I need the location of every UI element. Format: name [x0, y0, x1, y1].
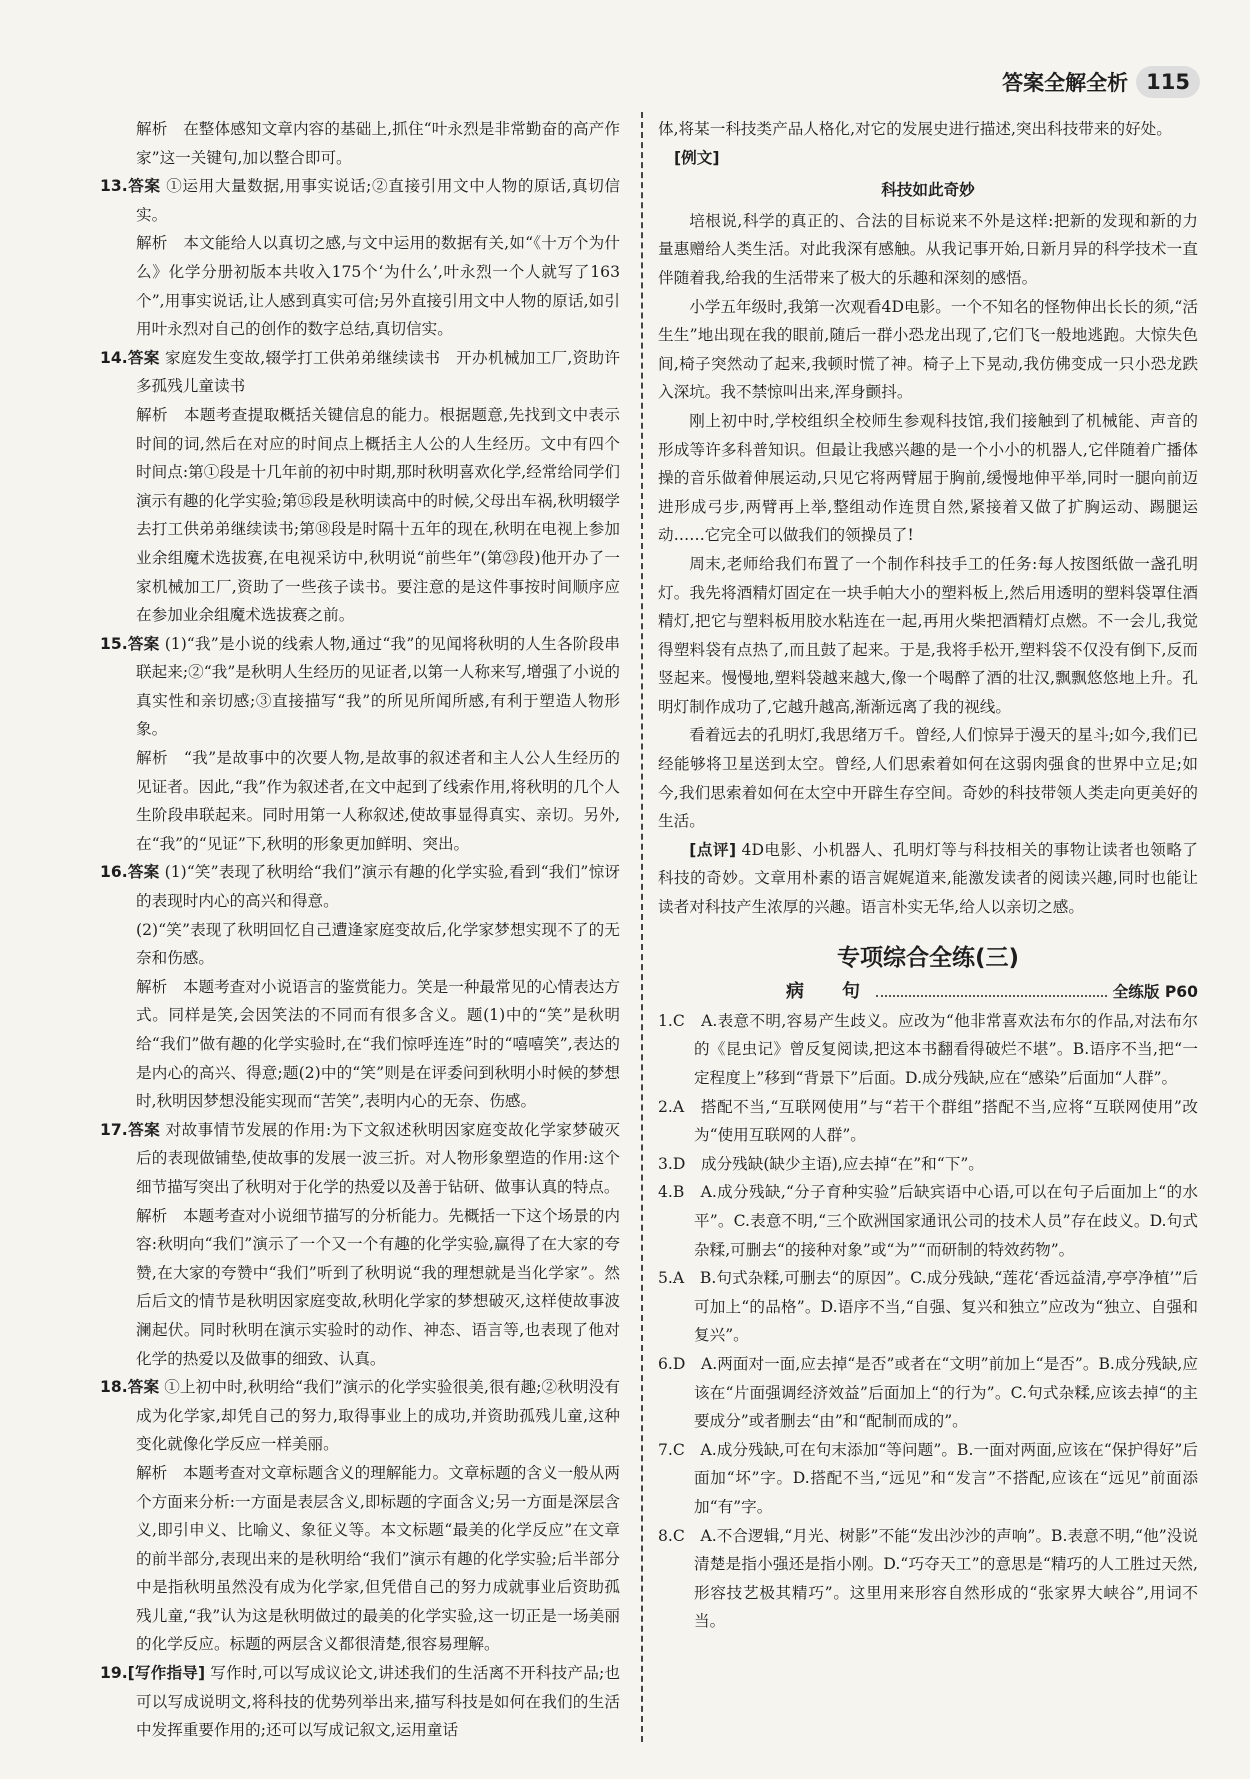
sentence-item-3: 3.D 成分残缺(缺少主语),应去掉“在”和“下”。 [658, 1154, 984, 1173]
section-page-ref: 全练版 P60 [1112, 983, 1198, 1002]
page-number: 115 [1136, 66, 1200, 98]
answer-18 [100, 1373, 620, 1459]
column-divider [641, 112, 643, 1742]
answer-16-text-2: (2)“笑”表现了秋明回忆自己遭逢家庭变故后,化学家梦想实现不了的无奈和伤感。 [136, 920, 620, 968]
answer-13 [100, 172, 620, 229]
answer-19-label: 19.[写作指导] [100, 1664, 206, 1683]
essay-paragraph-5: 看着远去的孔明灯,我思绪万千。曾经,人们惊异于漫天的星斗;如今,我们已经能够将卫星送到太空。曾经,人们思索着如何在这弱肉强食的世界中立足;如今,我们思索着如何在太空中开辟生存空间。奇妙的科技带领人类走向更美好的生活。 [658, 726, 1198, 831]
answer-17-label: 17.答案 [100, 1120, 161, 1139]
answer-13-text: ①运用大量数据,用事实说话;②直接引用文中人物的原话,真切信实。 [136, 177, 621, 224]
essay-paragraph-4: 周末,老师给我们布置了一个制作科技手工的任务:每人按图纸做一盏孔明灯。我先将酒精灯固定在一块手帕大小的塑料板上,然后用透明的塑料袋罩住酒精灯,把它与塑料板用胶水粘连在一起,再用火柴把酒精灯点燃。不一会儿,我觉得塑料袋有点热了,而且鼓了起来。于是,我将手松开,塑料袋不仅没有倒下,反而竖起来。慢慢地,塑料袋越来越大,像一个喝醉了酒的壮汉,飘飘悠悠地上升。孔明灯制作成功了,它越升越高,渐渐远离了我的视线。 [658, 554, 1198, 716]
sentence-item-1: 1.C A.表意不明,容易产生歧义。应改为“他非常喜欢法布尔的作品,对法布尔的《昆虫记》曾反复阅读,把这本书翻看得破烂不堪”。B.语序不当,把“一定程度上”移到“背景下”后面。D.成分残缺,应在“感染”后面加“人群”。 [658, 1011, 1198, 1087]
answer-13-label: 13.答案 [100, 177, 161, 196]
answer-15 [100, 630, 620, 744]
essay-title: 科技如此奇妙 [881, 181, 975, 200]
analysis-12: 解析 在整体感知文章内容的基础上,抓住“叶永烈是非常勤奋的高产作家”这一关键句,加以整合即可。 [136, 120, 620, 167]
essay-comment [658, 836, 1198, 922]
sentence-item-2: 2.A 搭配不当,“互联网使用”与“若干个群组”搭配不当,应将“互联网使用”改为“使用互联网的人群”。 [658, 1097, 1198, 1145]
analysis-17: 解析 本题考查对小说细节描写的分析能力。先概括一下这个场景的内容:秋明向“我们”演示了一个又一个有趣的化学实验,赢得了在大家的夸赞,在大家的夸赞中“我们”听到了秋明说“我的理想就是当化学家”。然后后文的情节是秋明因家庭变故,秋明化学家的梦想破灭,这样使故事波澜起伏。同时秋明在演示实验时的动作、神态、语言等,也表现了他对化学的热爱以及做事的细致、认真。 [136, 1206, 620, 1368]
answer-18-text: ①上初中时,秋明给“我们”演示的化学实验很美,很有趣;②秋明没有成为化学家,却凭自己的努力,取得事业上的成功,并资助孤残儿童,这种变化就像化学反应一样美丽。 [136, 1378, 620, 1454]
answer-16-text-1: (1)“笑”表现了秋明给“我们”演示有趣的化学实验,看到“我们”惊讶的表现时内心的高兴和得意。 [136, 863, 620, 911]
answer-14-label: 14.答案 [100, 348, 160, 367]
answer-16 [100, 858, 620, 915]
sentence-item-5: 5.A B.句式杂糅,可删去“的原因”。C.成分残缺,“莲花‘香远益清,亭亭净植’”后可加上“的品格”。D.语序不当,“自强、复兴和独立”应改为“独立、自强和复兴”。 [658, 1269, 1198, 1345]
answer-14-text: 家庭发生变故,辍学打工供弟弟继续读书 开办机械加工厂,资助许多孤残儿童读书 [136, 348, 620, 396]
sentence-item-8: 8.C A.不合逻辑,“月光、树影”不能“发出沙沙的声响”。B.表意不明,“他”没说清楚是指小强还是指小刚。D.“巧夺天工”的意思是“精巧的人工胜过天然,形容技艺极其精巧”。这里用来形容自然形成的“张家界大峡谷”,用词不当。 [658, 1526, 1198, 1631]
sentence-item-6: 6.D A.两面对一面,应去掉“是否”或者在“文明”前加上“是否”。B.成分残缺,应该在“片面强调经济效益”后面加上“的行为”。C.句式杂糅,应该去掉“的主要成分”或者删去“由”和“配制而成的”。 [658, 1354, 1198, 1431]
analysis-13: 解析 本文能给人以真切之感,与文中运用的数据有关,如“《十万个为什么》化学分册初版本共收入175个‘为什么’,叶永烈一个人就写了163个”,用事实说话,让人感到真实可信;另外直接引用文中人物的原话,如引用叶永烈对自己的创作的数字总结,真切信实。 [136, 234, 620, 339]
essay-paragraph-3: 刚上初中时,学校组织全校师生参观科技馆,我们接触到了机械能、声音的形成等许多科普知识。但最让我感兴趣的是一个小小的机器人,它伴随着广播体操的音乐做着伸展运动,只见它将两臂屈于胸前,缓慢地伸平举,同时一腿向前迈进形成弓步,两臂再上举,整组动作连贯自然,紧接着又做了扩胸运动、踢腿运动……它完全可以做我们的领操员了! [658, 411, 1198, 545]
example-tag: [例文] [674, 148, 720, 167]
analysis-16: 解析 本题考查对小说语言的鉴赏能力。笑是一种最常见的心情表达方式。同样是笑,会因笑法的不同而有很多含义。题(1)中的“笑”是秋明给“我们”做有趣的化学实验时,在“我们惊呼连连”时的“嘻嘻笑”,表达的是内心的高兴、得意;题(2)中的“笑”则是在评委问到秋明小时候的梦想时,秋明因梦想没能实现而“苦笑”,表明内心的无奈、伤感。 [136, 977, 620, 1111]
header-title: 答案全解全析 [1002, 71, 1129, 95]
section-bar [658, 978, 1198, 1007]
sentence-item-4: 4.B A.成分残缺,“分子育种实验”后缺宾语中心语,可以在句子后面加上“的水平”。C.表意不明,“三个欧洲国家通讯公司的技术人员”存在歧义。D.句式杂糅,可删去“的接种对象”或“为”“而研制的特效药物”。 [658, 1183, 1198, 1259]
section-name: 病 句 [786, 981, 870, 1003]
analysis-14: 解析 本题考查提取概括关键信息的能力。根据题意,先找到文中表示时间的词,然后在对应的时间点上概括主人公的人生经历。文中有四个时间点:第①段是十几年前的初中时期,那时秋明喜欢化学,经常给同学们演示有趣的化学实验;第⑮段是秋明读高中的时候,父母出车祸,秋明辍学去打工供弟弟继续读书;第⑱段是时隔十五年的现在,秋明在电视上参加业余组魔术选拔赛,在电视采访中,秋明说“前些年”(第㉓段)他开办了一家机械加工厂,资助了一些孩子读书。要注意的是这件事按时间顺序应在参加业余组魔术选拔赛之前。 [136, 405, 620, 625]
answer-16-label: 16.答案 [100, 863, 160, 882]
answer-19-text: 写作时,可以写成议论文,讲述我们的生活离不开科技产品;也可以写成说明文,将科技的优势列举出来,描写科技是如何在我们的生活中发挥重要作用的;还可以写成记叙文,运用童话 [136, 1664, 620, 1740]
comment-tag: [点评] [689, 840, 737, 859]
sentence-item-7: 7.C A.成分残缺,可在句末添加“等问题”。B.一面对两面,应该在“保护得好”后面加“坏”字。D.搭配不当,“远见”和“发言”不搭配,应该在“远见”前面添加“有”字。 [658, 1440, 1198, 1516]
answer-17 [100, 1116, 620, 1202]
left-column [100, 115, 620, 1745]
answer-14 [100, 344, 620, 401]
answer-17-text: 对故事情节发展的作用:为下文叙述秋明因家庭变故化学家梦破灭后的表现做铺垫,使故事的发展一波三折。对人物形象塑造的作用:这个细节描写突出了秋明对于化学的热爱以及善于钻研、做事认真的特点。 [136, 1120, 620, 1196]
answer-19 [100, 1659, 620, 1745]
writing-guide-cont: 体,将某一科技类产品人格化,对它的发展史进行描述,突出科技带来的好处。 [658, 120, 1172, 138]
analysis-15: 解析 “我”是故事中的次要人物,是故事的叙述者和主人公人生经历的见证者。因此,“我”作为叙述者,在文中起到了线索作用,将秋明的几个人生阶段串联起来。同时用第一人称叙述,使故事显得真实、亲切。另外,在“我”的“见证”下,秋明的形象更加鲜明、突出。 [136, 749, 620, 853]
answer-18-label: 18.答案 [100, 1378, 160, 1397]
essay-paragraph-2: 小学五年级时,我第一次观看4D电影。一个不知名的怪物伸出长长的须,“活生生”地出现在我的眼前,随后一群小恐龙出现了,它们飞一般地逃跑。大惊失色间,椅子突然动了起来,我顿时慌了神。椅子上下晃动,我仿佛变成一只小恐龙跌入深坑。我不禁惊叫出来,浑身颤抖。 [658, 297, 1198, 402]
essay-paragraph-1: 培根说,科学的真正的、合法的目标说来不外是这样:把新的发现和新的力量惠赠给人类生活。对此我深有感触。从我记事开始,日新月异的科学技术一直伴随着我,给我的生活带来了极大的乐趣和深刻的感悟。 [658, 211, 1198, 287]
page-header [1002, 66, 1200, 98]
right-column [658, 115, 1198, 1636]
answer-15-label: 15.答案 [100, 634, 160, 653]
comment-text: 4D电影、小机器人、孔明灯等与科技相关的事物让读者也领略了科技的奇妙。文章用朴素的语言娓娓道来,能激发读者的阅读兴趣,同时也能让读者对科技产生浓厚的兴趣。语言朴实无华,给人以亲切之感。 [658, 840, 1198, 917]
answer-15-text: (1)“我”是小说的线索人物,通过“我”的见闻将秋明的人生各阶段串联起来;②“我”是秋明人生经历的见证者,以第一人称来写,增强了小说的真实性和亲切感;③直接描写“我”的所见所闻所感,有利于塑造人物形象。 [136, 634, 621, 739]
analysis-18: 解析 本题考查对文章标题含义的理解能力。文章标题的含义一般从两个方面来分析:一方面是表层含义,即标题的字面含义;另一方面是深层含义,即引申义、比喻义、象征义等。本文标题“最美的化学反应”在文章的前半部分,表现出来的是秋明给“我们”演示有趣的化学实验;后半部分中是指秋明虽然没有成为化学家,但凭借自己的努力成就事业后资助孤残儿童,“我”认为这是秋明做过的最美的化学实验,这一切正是一场美丽的化学反应。标题的两层含义都很清楚,很容易理解。 [136, 1463, 620, 1654]
section-leader-dots [876, 995, 1107, 997]
section-title: 专项综合全练(三) [836, 944, 1020, 971]
